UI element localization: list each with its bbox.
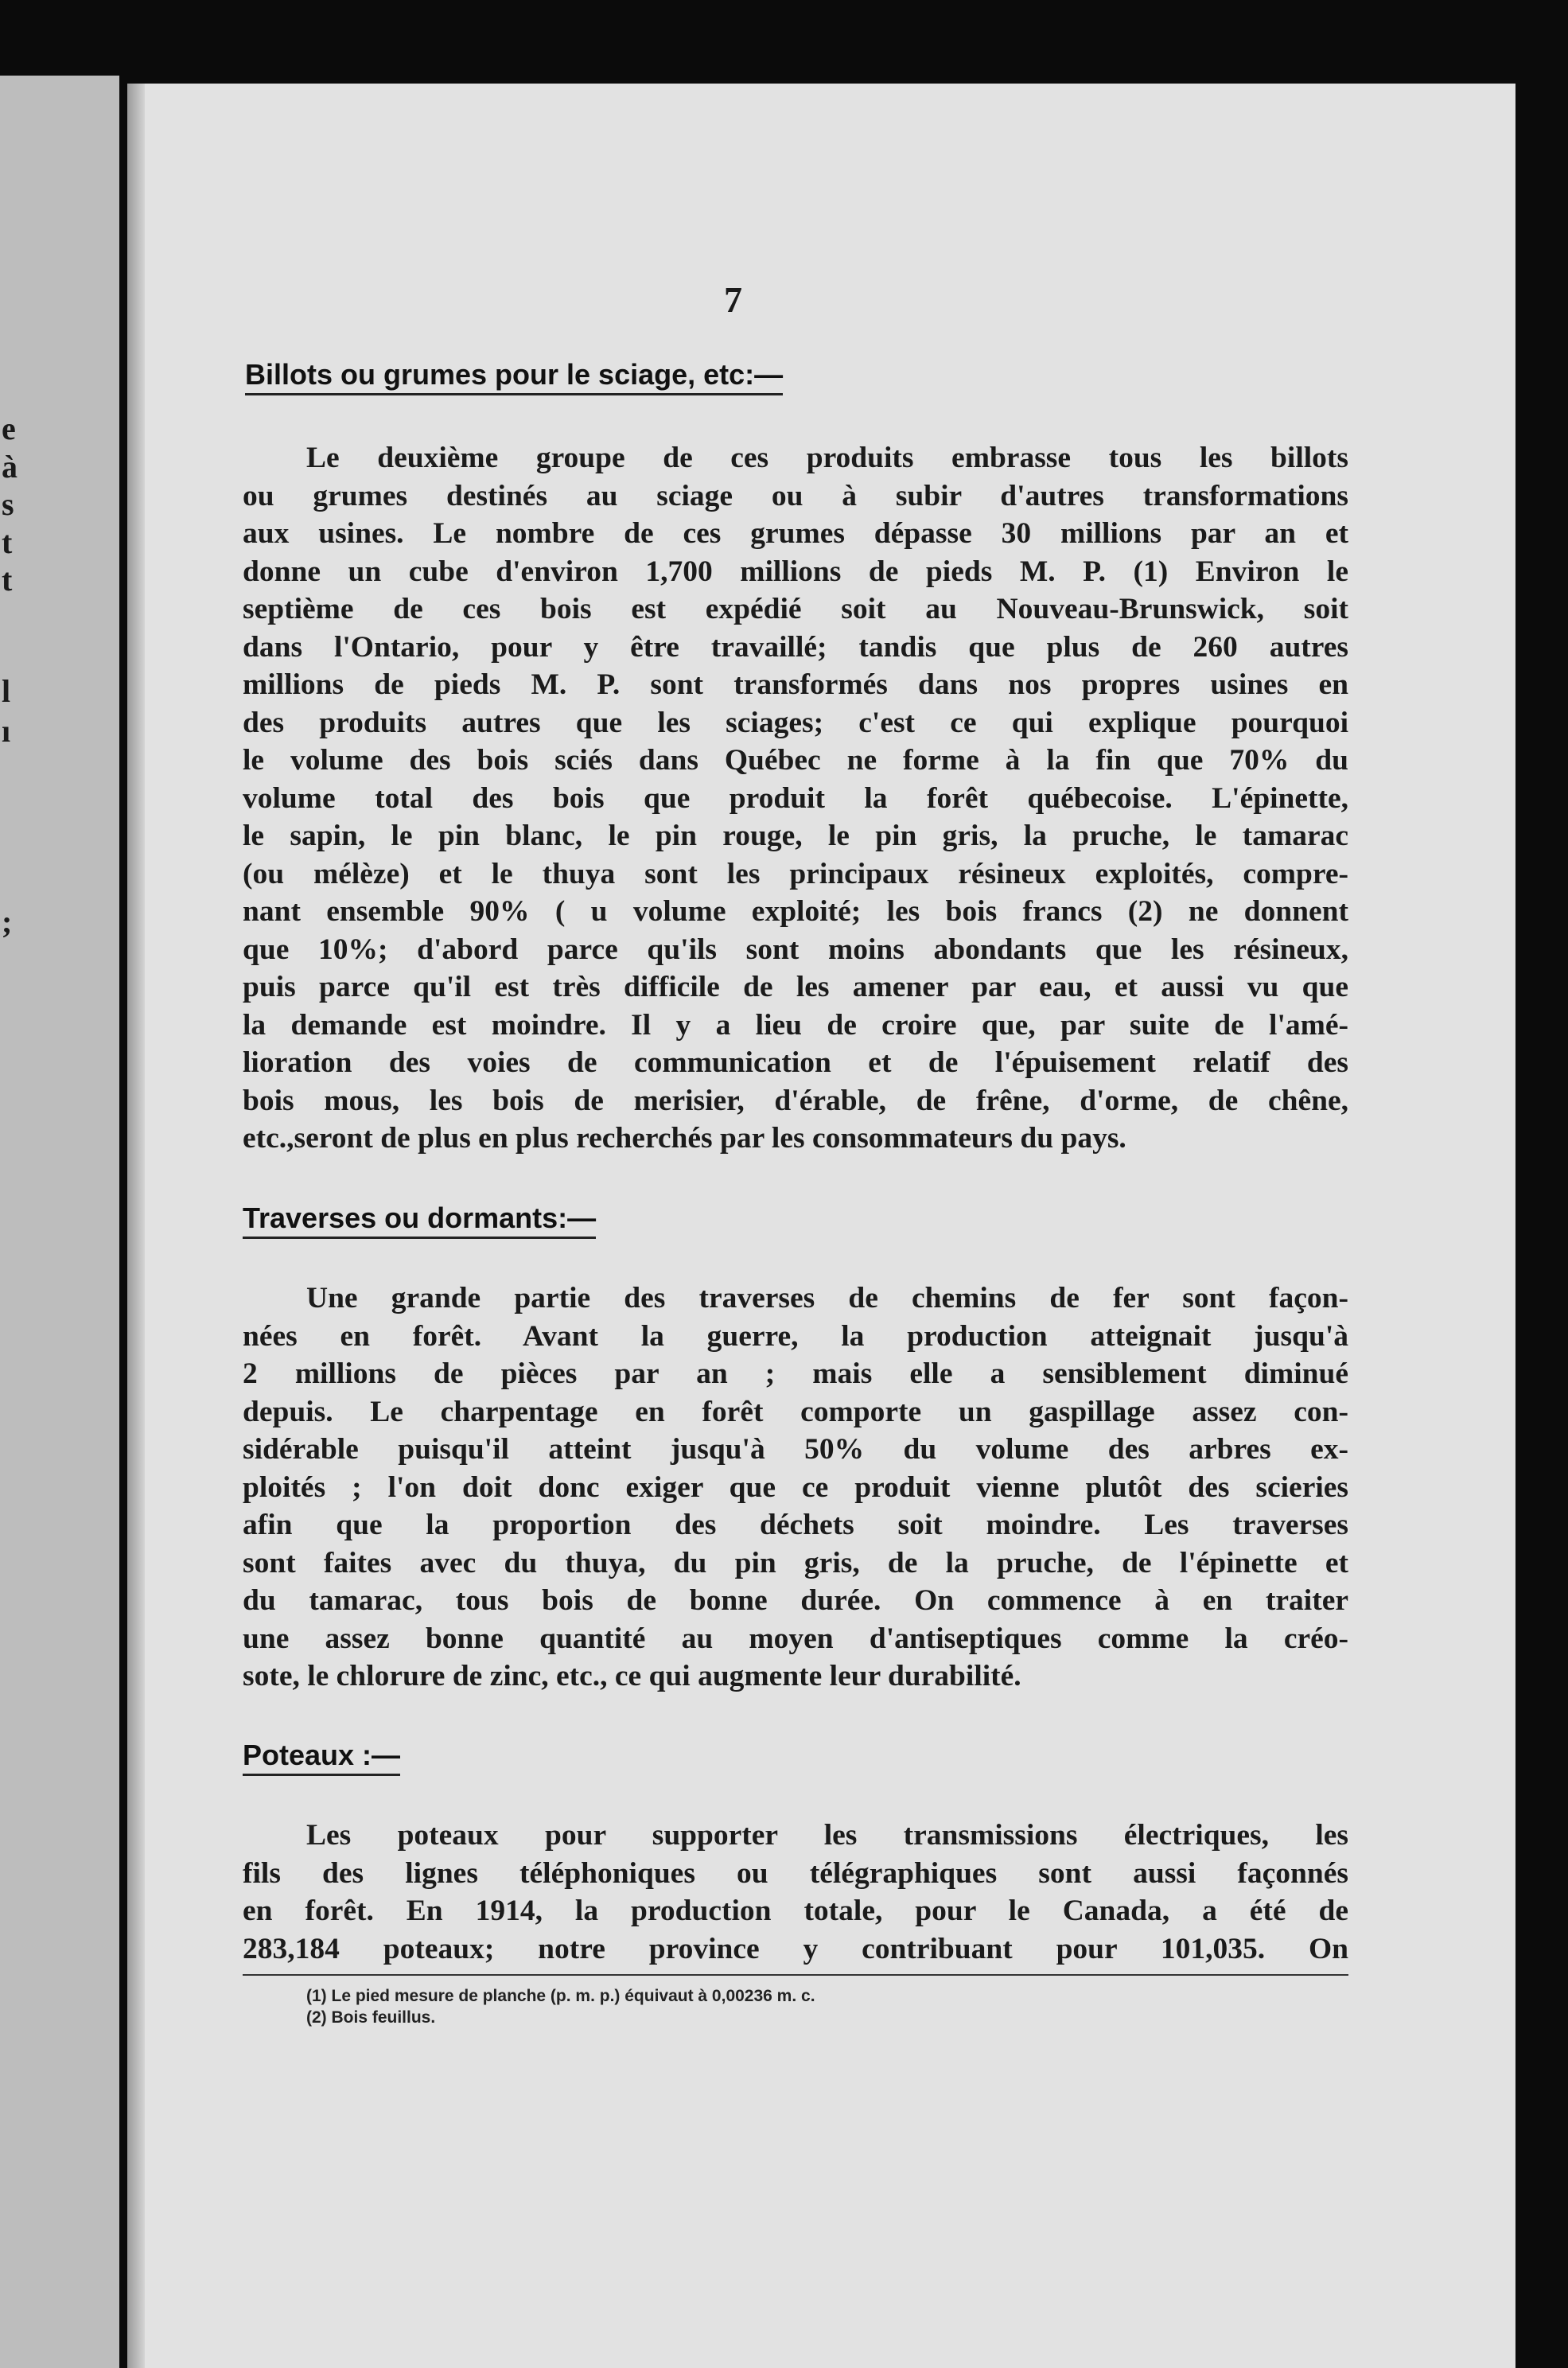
text-line: afin que la proportion des déchets soit moindre. Les traverses — [243, 1509, 1348, 1541]
text-line: donne un cube d'environ 1,700 millions de pieds M. P. (1) Environ le — [243, 555, 1348, 588]
margin-fragment: t — [2, 562, 13, 598]
margin-fragment: à — [2, 449, 18, 485]
footnotes — [306, 1985, 815, 2028]
text-line: le volume des bois sciés dans Québec ne forme à la fin que 70% du — [243, 744, 1348, 777]
text-line: aux usines. Le nombre de ces grumes dépasse 30 millions par an et — [243, 517, 1348, 550]
text-line: volume total des bois que produit la forêt québecoise. L'épinette, — [243, 781, 1348, 815]
text-line: millions de pieds M. P. sont transformés dans nos propres usines en — [243, 668, 1348, 701]
section-heading-traverses: Traverses ou dormants:— — [243, 1202, 596, 1239]
text-line: des produits autres que les sciages; c'est ce qui explique pourquoi — [243, 706, 1348, 739]
text-line: sont faites avec du thuya, du pin gris, de la pruche, de l'épinette et — [243, 1546, 1348, 1579]
text-line: etc.,seront de plus en plus recherchés par les consommateurs du pays. — [243, 1122, 1126, 1155]
adjacent-page-edge — [0, 76, 119, 2368]
text-line: bois mous, les bois de merisier, d'érable, de frêne, d'orme, de chêne, — [243, 1084, 1348, 1117]
text-line: que 10%; d'abord parce qu'ils sont moins abondants que les résineux, — [243, 933, 1348, 966]
text-line: en forêt. En 1914, la production totale, pour le Canada, a été de — [243, 1895, 1348, 1927]
text-line: nées en forêt. Avant la guerre, la production atteignait jusqu'à — [243, 1319, 1348, 1353]
text-line: ploités ; l'on doit donc exiger que ce produit vienne plutôt des scieries — [243, 1470, 1348, 1504]
section-heading-billots: Billots ou grumes pour le sciage, etc:— — [245, 358, 783, 395]
section-heading-poteaux: Poteaux :— — [243, 1739, 400, 1776]
text-line: la demande est moindre. Il y a lieu de croire que, par suite de l'amé- — [243, 1008, 1348, 1042]
document-page — [127, 84, 1515, 2368]
footnote-rule — [243, 1974, 1348, 1976]
footnote: (1) Le pied mesure de planche (p. m. p.) équivaut à 0,00236 m. c. — [306, 1987, 815, 2005]
text-line: sidérable puisqu'il atteint jusqu'à 50% du volume des arbres ex- — [243, 1433, 1348, 1466]
page-number: 7 — [724, 279, 742, 320]
text-line: Le deuxième groupe de ces produits embrasse tous les billots — [306, 442, 1348, 474]
text-line: du tamarac, tous bois de bonne durée. On commence à en traiter — [243, 1584, 1348, 1617]
text-line: (ou mélèze) et le thuya sont les principaux résineux exploités, compre- — [243, 857, 1348, 890]
footnote: (2) Bois feuillus. — [306, 2008, 436, 2027]
text-line: lioration des voies de communication et de l'épuisement relatif des — [243, 1046, 1348, 1079]
text-line: 283,184 poteaux; notre province y contribuant pour 101,035. On — [243, 1932, 1348, 1965]
page-spine — [127, 84, 145, 2368]
text-line: dans l'Ontario, pour y être travaillé; tandis que plus de 260 autres — [243, 630, 1348, 664]
paragraph-poteaux — [243, 1817, 1348, 1968]
text-line: nant ensemble 90% ( u volume exploité; les bois francs (2) ne donnent — [243, 895, 1348, 928]
text-line: Les poteaux pour supporter les transmissions électriques, les — [306, 1819, 1348, 1852]
paragraph-billots — [243, 439, 1348, 1158]
margin-fragment: l — [2, 673, 11, 709]
text-line: puis parce qu'il est très difficile de les amener par eau, et aussi vu que — [243, 971, 1348, 1003]
text-line: 2 millions de pièces par an ; mais elle a sensiblement diminué — [243, 1357, 1348, 1390]
text-line: sote, le chlorure de zinc, etc., ce qui augmente leur durabilité. — [243, 1660, 1021, 1692]
margin-fragment: ; — [2, 904, 13, 940]
text-line: septième de ces bois est expédié soit au Nouveau-Brunswick, soit — [243, 593, 1348, 625]
margin-fragment: e — [2, 411, 16, 446]
margin-fragment: t — [2, 524, 13, 560]
text-line: ou grumes destinés au sciage ou à subir d'autres transformations — [243, 479, 1348, 512]
text-line: le sapin, le pin blanc, le pin rouge, le pin gris, la pruche, le tamarac — [243, 820, 1348, 852]
paragraph-traverses — [243, 1279, 1348, 1696]
text-line: une assez bonne quantité au moyen d'antiseptiques comme la créo- — [243, 1622, 1348, 1655]
text-line: Une grande partie des traverses de chemins de fer sont façon- — [306, 1282, 1348, 1314]
text-line: fils des lignes téléphoniques ou télégraphiques sont aussi façonnés — [243, 1856, 1348, 1890]
text-line: depuis. Le charpentage en forêt comporte un gaspillage assez con- — [243, 1395, 1348, 1428]
margin-fragment: ı — [2, 713, 11, 749]
margin-fragment: s — [2, 486, 14, 522]
